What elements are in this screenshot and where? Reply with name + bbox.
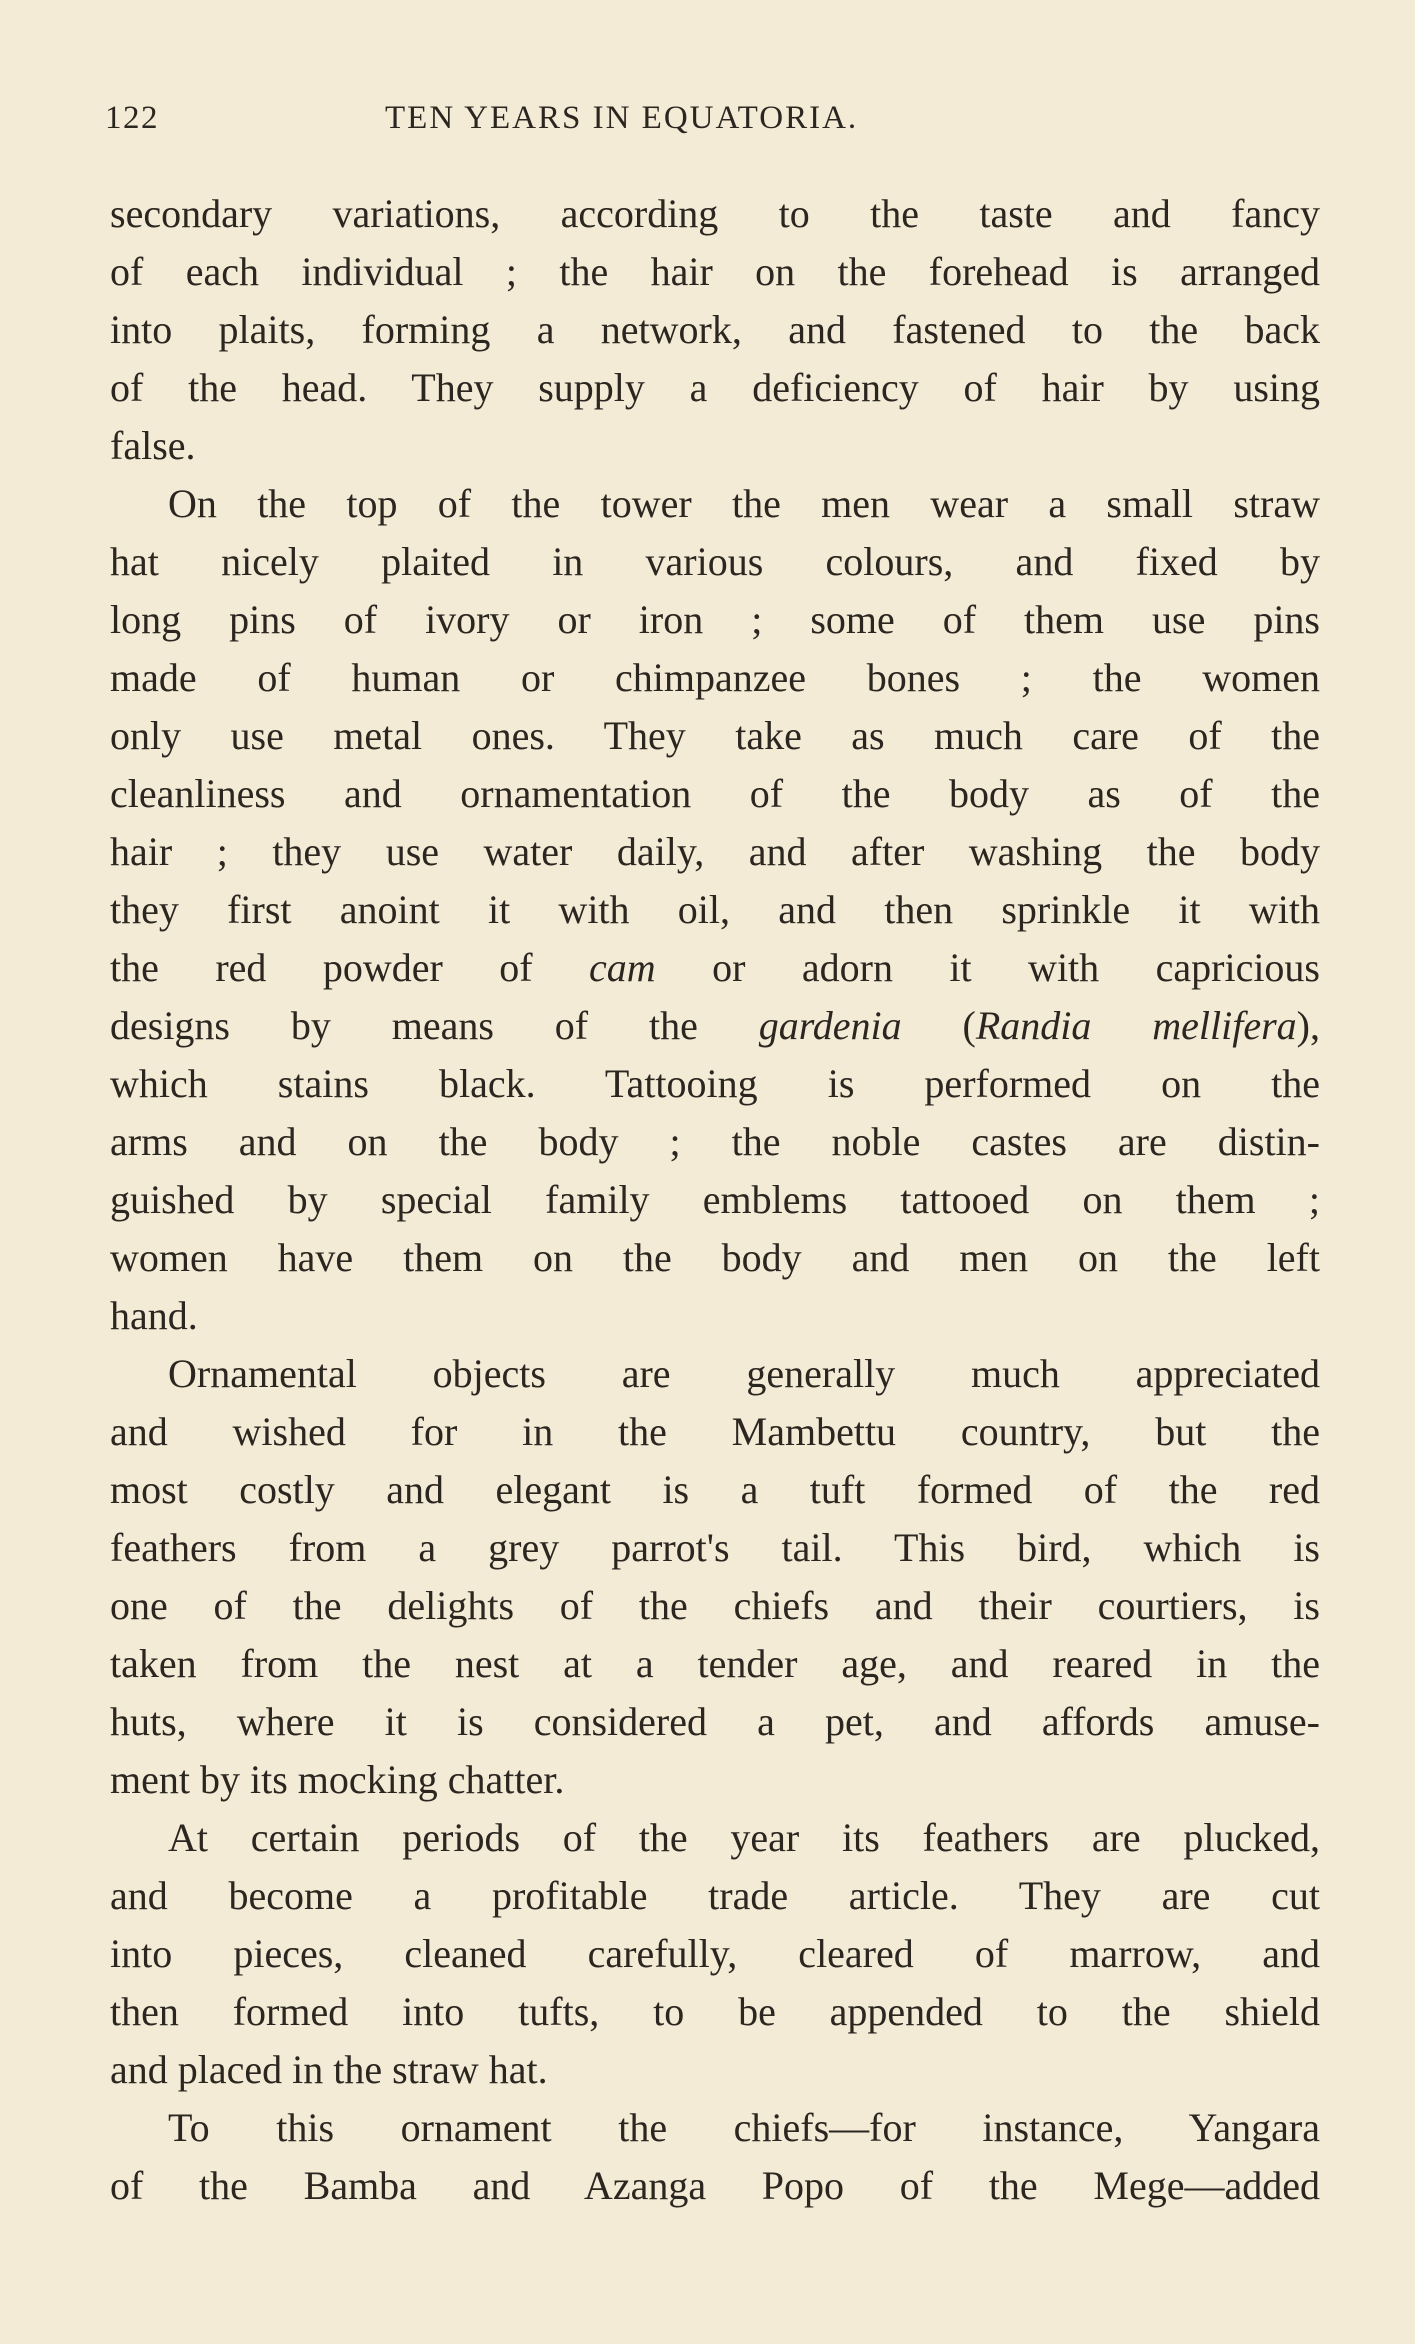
text-line: and placed in the straw hat. [110, 2047, 548, 2092]
text-line: which stains black. Tattooing is performed on the [110, 1061, 1320, 1106]
text-segment: ), [1296, 1003, 1320, 1048]
text-segment: the red powder of [110, 945, 590, 990]
text-segment: designs by means of the [110, 1003, 759, 1048]
text-line: of the head. They supply a deficiency of hair by using [110, 365, 1320, 410]
text-line: and wished for in the Mambettu country, but the [110, 1409, 1320, 1454]
text-line: Ornamental objects are generally much appreciated [168, 1351, 1320, 1396]
running-head [105, 100, 1315, 150]
text-line: most costly and elegant is a tuft formed of the red [110, 1467, 1320, 1512]
text-line: of the Bamba and Azanga Popo of the Mege—added [110, 2163, 1320, 2208]
text-line: arms and on the body ; the noble castes are distin- [110, 1119, 1320, 1164]
text-line-cam [110, 939, 1320, 997]
page-number: 122 [105, 100, 159, 136]
text-line: hat nicely plaited in various colours, and fixed by [110, 539, 1320, 584]
text-line: of each individual ; the hair on the forehead is arranged [110, 249, 1320, 294]
text-segment: ( [901, 1003, 976, 1048]
text-line: At certain periods of the year its feathers are plucked, [168, 1815, 1320, 1860]
text-line: hand. [110, 1293, 198, 1338]
italic-term-gardenia: gardenia [758, 1003, 902, 1048]
text-line: cleanliness and ornamentation of the body as of the [110, 771, 1320, 816]
text-line: taken from the nest at a tender age, and reared in the [110, 1641, 1320, 1686]
italic-term-randia: Randia mellifera [975, 1003, 1297, 1048]
text-segment: or adorn it with capricious [655, 945, 1320, 990]
text-line: To this ornament the chiefs—for instance, Yangara [168, 2105, 1320, 2150]
text-line: On the top of the tower the men wear a small straw [168, 481, 1320, 526]
italic-term-cam: cam [589, 945, 656, 990]
text-line: one of the delights of the chiefs and their courtiers, is [110, 1583, 1320, 1628]
text-line: huts, where it is considered a pet, and affords amuse- [110, 1699, 1320, 1744]
text-line: made of human or chimpanzee bones ; the women [110, 655, 1320, 700]
text-line: only use metal ones. They take as much care of the [110, 713, 1320, 758]
text-line: into plaits, forming a network, and fastened to the back [110, 307, 1320, 352]
text-line: ment by its mocking chatter. [110, 1757, 565, 1802]
text-line: they first anoint it with oil, and then sprinkle it with [110, 887, 1320, 932]
text-line: into pieces, cleaned carefully, cleared of marrow, and [110, 1931, 1320, 1976]
text-line: then formed into tufts, to be appended to the shield [110, 1989, 1320, 2034]
text-line: and become a profitable trade article. They are cut [110, 1873, 1320, 1918]
running-title: TEN YEARS IN EQUATORIA. [385, 100, 859, 136]
text-line: women have them on the body and men on the left [110, 1235, 1320, 1280]
text-line: false. [110, 423, 196, 468]
text-line: feathers from a grey parrot's tail. This bird, which is [110, 1525, 1320, 1570]
text-line: secondary variations, according to the taste and fancy [110, 191, 1320, 236]
text-line-gardenia [110, 997, 1320, 1055]
text-line: long pins of ivory or iron ; some of them use pins [110, 597, 1320, 642]
text-line: hair ; they use water daily, and after washing the body [110, 829, 1320, 874]
text-line: guished by special family emblems tattooed on them ; [110, 1177, 1320, 1222]
body-text [110, 185, 1320, 2215]
